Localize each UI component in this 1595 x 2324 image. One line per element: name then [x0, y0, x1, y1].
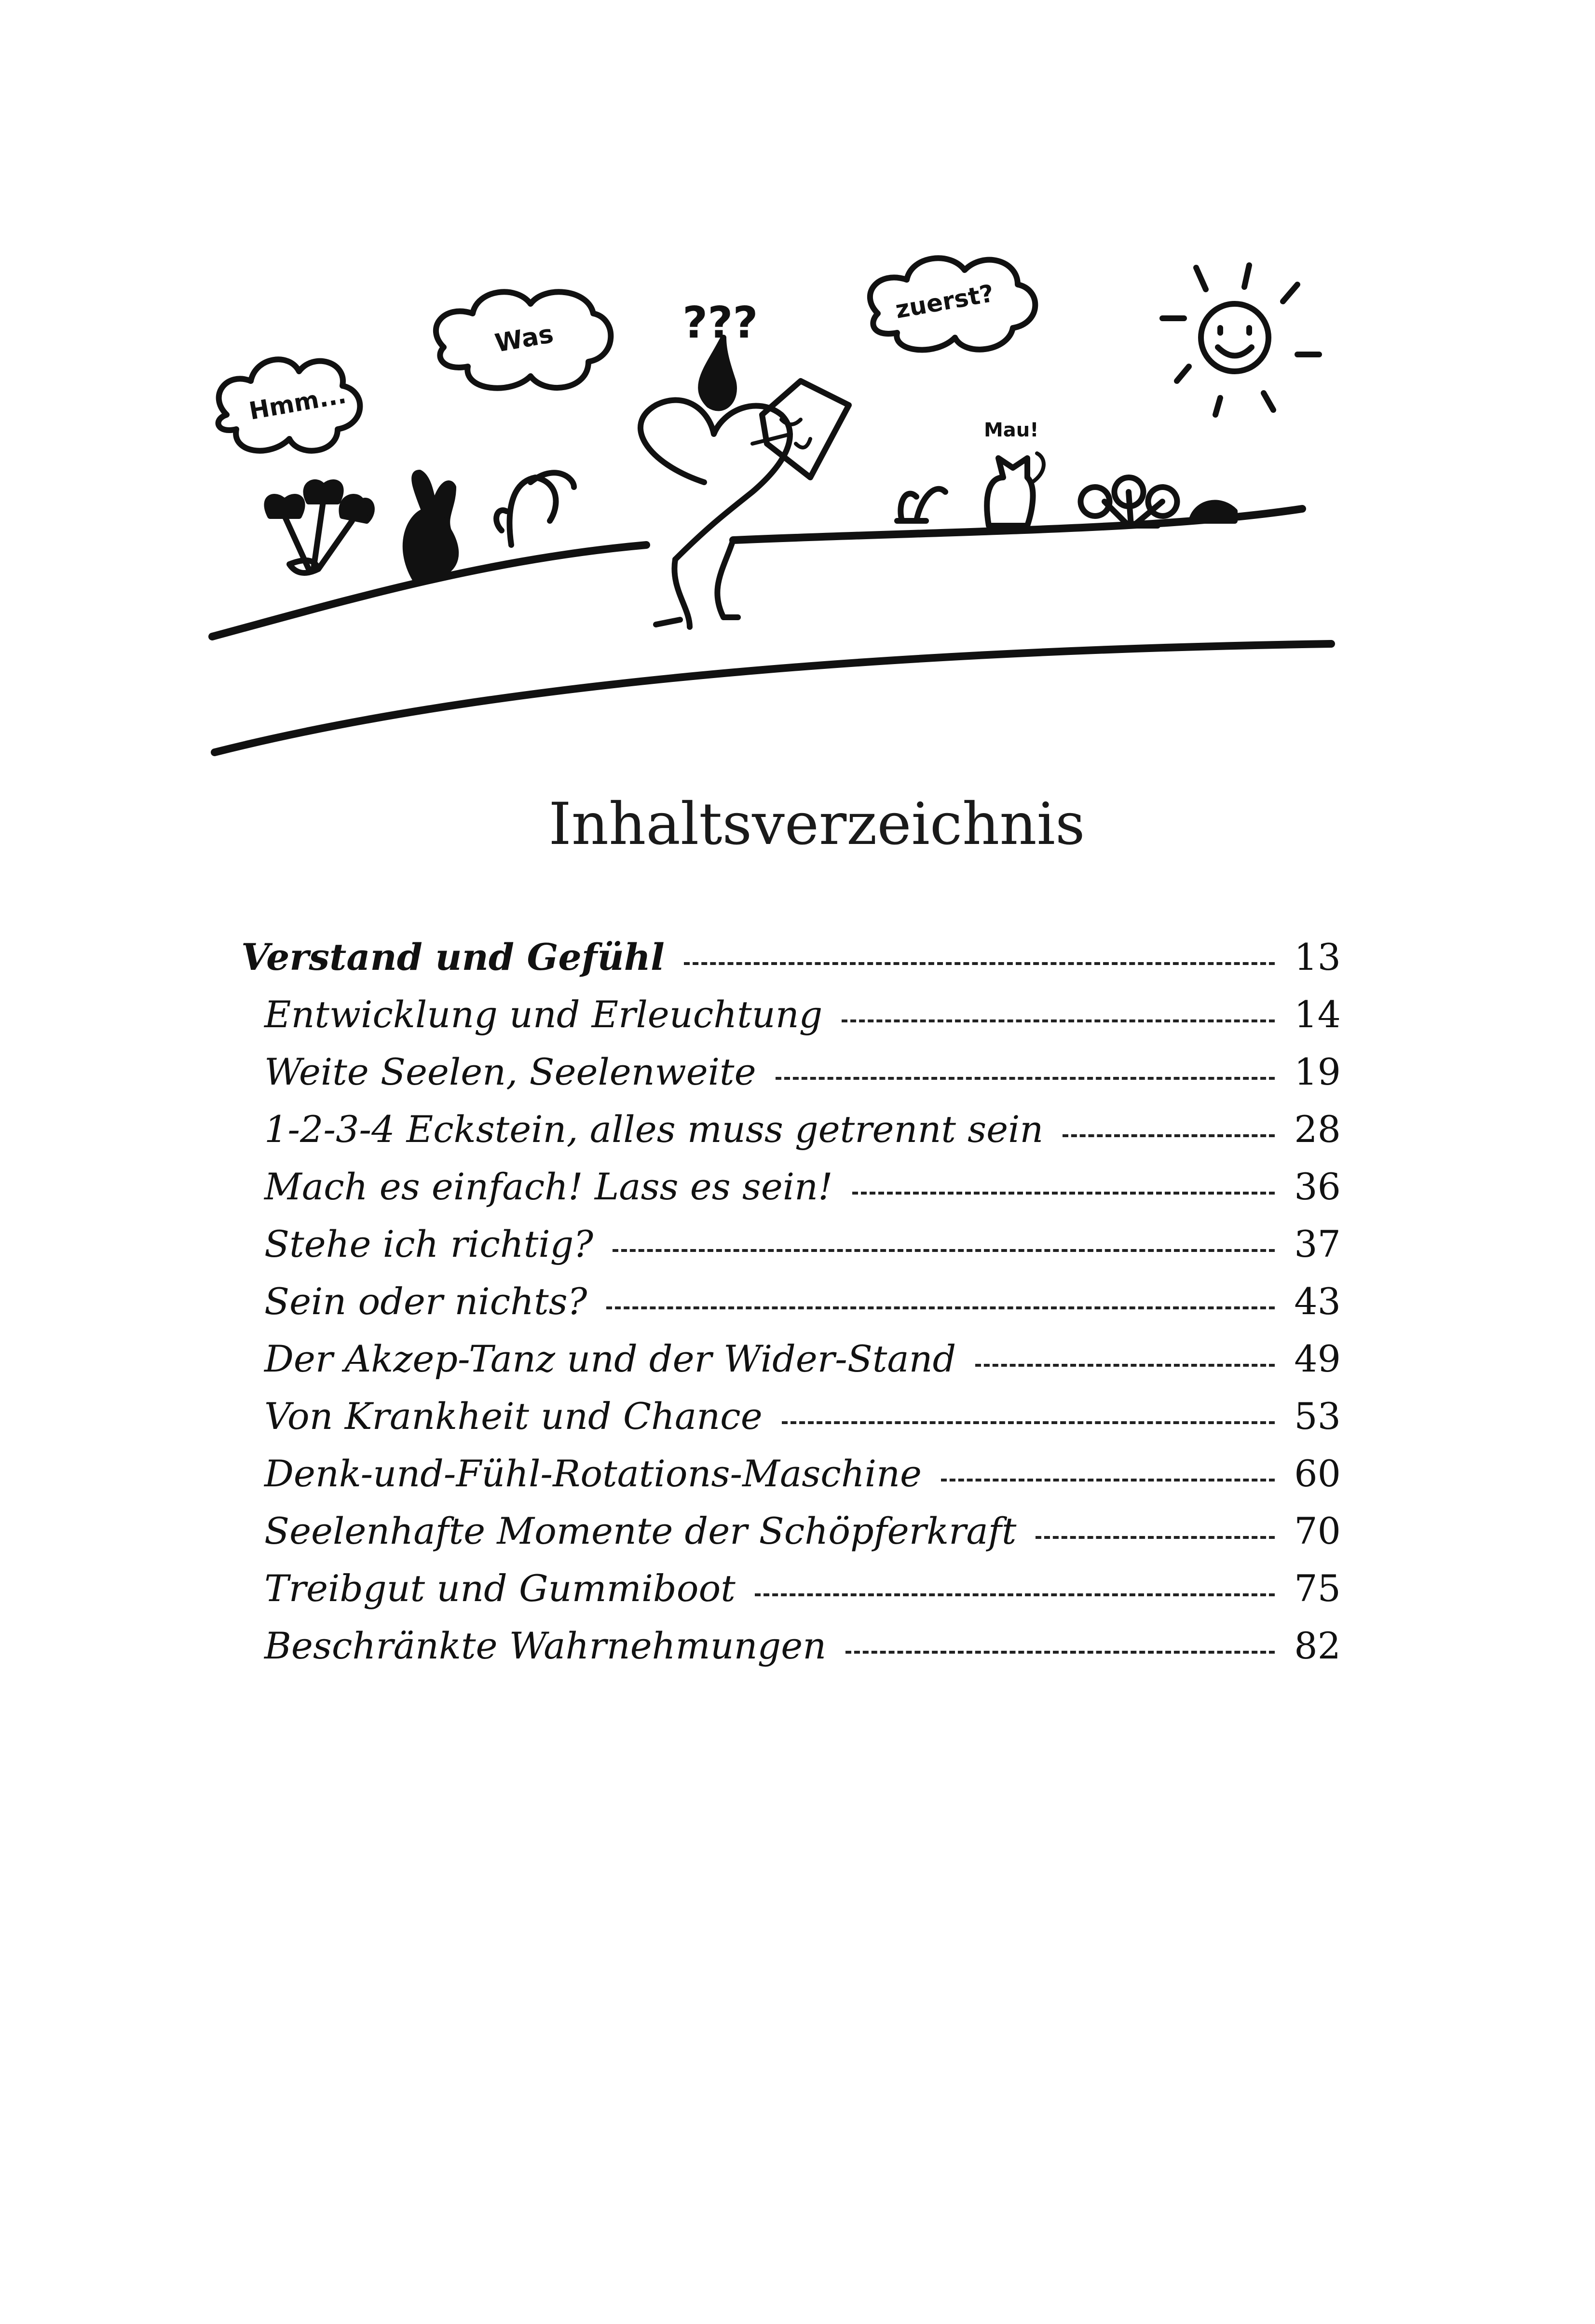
hedgehog-icon — [1191, 503, 1235, 521]
toc-entry-title: Treibgut und Gummiboot — [264, 1567, 736, 1610]
toc-entry[interactable] — [241, 1452, 1341, 1509]
toc-entry-title: Stehe ich richtig? — [264, 1223, 594, 1265]
hand-drawn-illustration — [0, 0, 1595, 796]
toc-entry[interactable] — [241, 1165, 1341, 1223]
toc-entry-page: 14 — [1294, 993, 1341, 1036]
toc-entry-title: Der Akzep-Tanz und der Wider-Stand — [264, 1337, 956, 1380]
toc-entry[interactable] — [241, 1567, 1341, 1624]
toc-entry-title: Weite Seelen, Seelenweite — [264, 1050, 756, 1093]
toc-leader — [852, 1192, 1275, 1195]
page-title: Inhaltsverzeichnis — [548, 791, 1085, 858]
toc-entry-page: 82 — [1294, 1624, 1341, 1667]
toc-entry-page: 49 — [1294, 1337, 1341, 1380]
sun-icon — [1201, 304, 1268, 371]
toc-entry-title: Mach es einfach! Lass es sein! — [264, 1165, 833, 1208]
cat-says-text: Mau! — [984, 419, 1039, 441]
sun-rays — [1162, 265, 1319, 415]
daisy-flowers-icon — [1081, 477, 1177, 526]
toc-entry[interactable] — [241, 1108, 1341, 1165]
map-paper-icon — [762, 381, 849, 477]
drooping-plant-icon — [496, 473, 574, 545]
toc-entry-title: Seelenhafte Momente der Schöpferkraft — [264, 1509, 1017, 1552]
toc-leader — [755, 1593, 1275, 1596]
toc-leader — [1063, 1134, 1275, 1137]
toc-entry-page: 70 — [1294, 1509, 1341, 1552]
toc-entry[interactable] — [241, 1337, 1341, 1395]
toc-leader — [782, 1421, 1275, 1424]
toc-entry-page: 43 — [1294, 1280, 1341, 1323]
toc-entry-page: 13 — [1294, 936, 1341, 979]
bubble-zuerst-text: zuerst? — [893, 279, 996, 324]
bunny-icon — [406, 473, 456, 579]
toc-leader — [975, 1364, 1275, 1367]
bubble-was-text: Was — [492, 319, 556, 358]
toc-entry-page: 28 — [1294, 1108, 1341, 1151]
toc-leader — [1036, 1536, 1275, 1539]
question-marks-text: ??? — [682, 298, 758, 348]
toc-entry-page: 36 — [1294, 1165, 1341, 1208]
toc-entry-title: Denk-und-Fühl-Rotations-Maschine — [264, 1452, 922, 1495]
toc-entry-title: Von Krankheit und Chance — [264, 1395, 763, 1438]
toc-entry[interactable] — [241, 1624, 1341, 1682]
toc-entry[interactable] — [241, 1223, 1341, 1280]
toc-entry-page: 37 — [1294, 1223, 1341, 1265]
toc-entry-title: Sein oder nichts? — [264, 1280, 587, 1323]
toc-entry-page: 19 — [1294, 1050, 1341, 1093]
bubble-hmm-text: Hmm... — [247, 381, 349, 425]
toc-leader — [842, 1019, 1275, 1022]
cat-icon — [987, 458, 1033, 526]
toc-leader — [776, 1077, 1275, 1080]
toc-entry[interactable] — [241, 1050, 1341, 1108]
toc-leader — [845, 1651, 1275, 1654]
table-of-contents — [241, 936, 1341, 1682]
toc-entry-chapter[interactable] — [241, 936, 1341, 993]
toc-entry[interactable] — [241, 993, 1341, 1050]
toc-entry-title: 1-2-3-4 Eckstein, alles muss getrennt sein — [264, 1108, 1044, 1151]
toc-entry[interactable] — [241, 1280, 1341, 1337]
toc-entry[interactable] — [241, 1509, 1341, 1567]
heart-plant-icon — [897, 489, 945, 521]
toc-entry-title: Verstand und Gefühl — [241, 936, 665, 979]
toc-entry-page: 53 — [1294, 1395, 1341, 1438]
toc-entry-title: Entwicklung und Erleuchtung — [264, 993, 823, 1036]
toc-leader — [941, 1479, 1275, 1481]
toc-leader — [613, 1249, 1275, 1252]
lower-ground-line — [215, 644, 1331, 752]
toc-entry-title: Beschränkte Wahrnehmungen — [264, 1624, 827, 1667]
toc-entry-page: 60 — [1294, 1452, 1341, 1495]
toc-leader — [684, 962, 1275, 965]
toc-leader — [606, 1306, 1275, 1309]
toc-entry[interactable] — [241, 1395, 1341, 1452]
toc-entry-page: 75 — [1294, 1567, 1341, 1610]
